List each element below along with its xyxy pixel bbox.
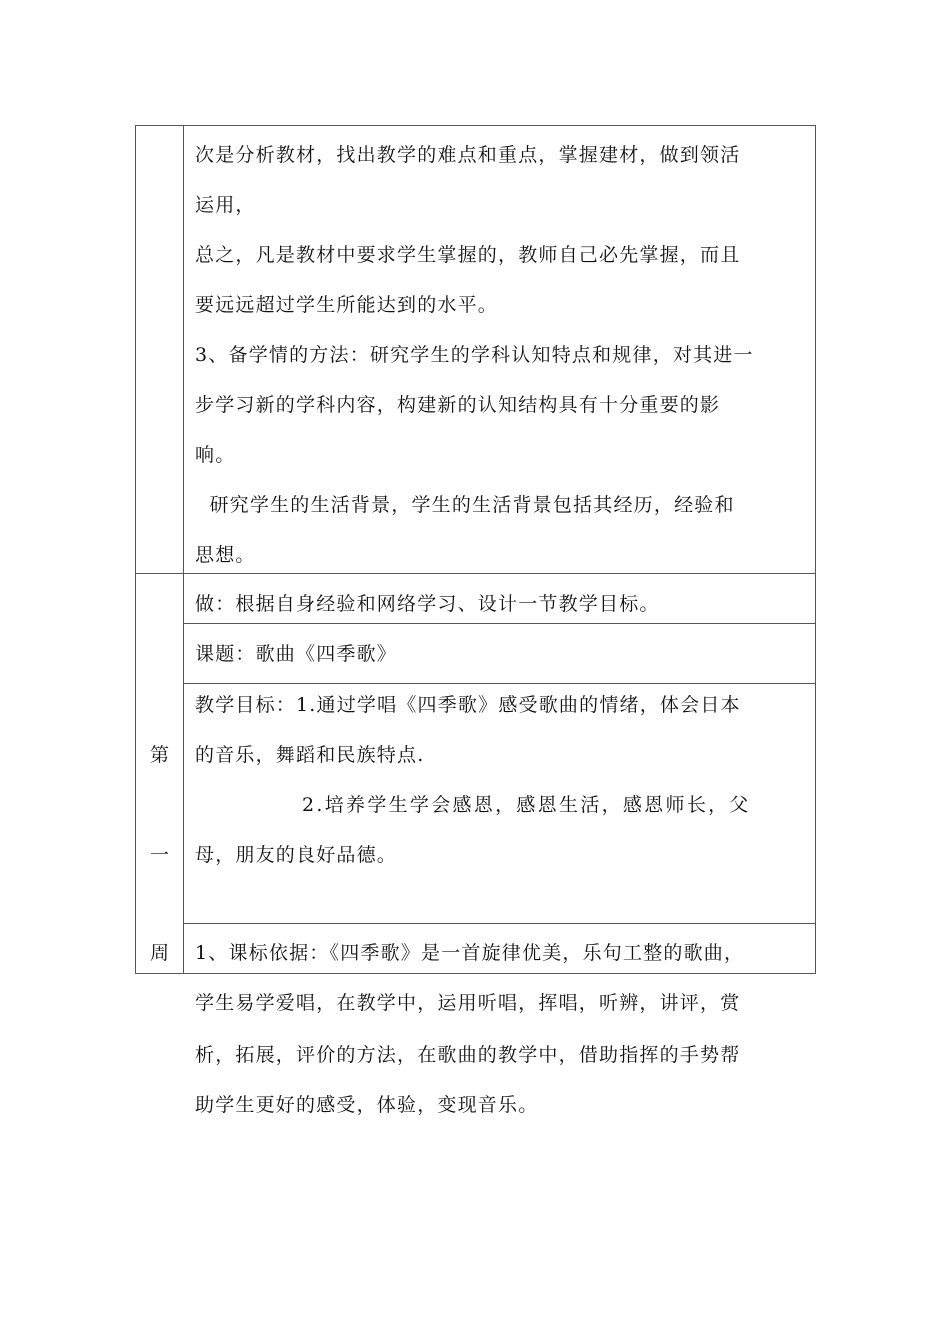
basis-line: 析，拓展，评价的方法，在歌曲的教学中，借助指挥的手势帮 xyxy=(195,1044,741,1066)
column-divider xyxy=(183,126,184,973)
text-line: 次是分析教材，找出教学的难点和重点，掌握建材，做到领活 xyxy=(195,144,741,166)
topic-text: 课题：歌曲《四季歌》 xyxy=(195,643,398,665)
week-label-char: 第 xyxy=(149,744,169,766)
text-line: 步学习新的学科内容，构建新的认知结构具有十分重要的影 xyxy=(195,394,721,416)
basis-line: 助学生更好的感受，体验，变现音乐。 xyxy=(195,1094,539,1116)
row-divider xyxy=(136,573,815,574)
objective-line: 2.培养学生学会感恩，感恩生活，感恩师长，父 xyxy=(302,794,751,816)
basis-line: 学生易学爱唱，在教学中，运用听唱，挥唱，听辨，讲评，赏 xyxy=(195,992,741,1014)
week-label-char: 一 xyxy=(149,844,169,866)
row-divider xyxy=(183,683,815,684)
week-label-char: 周 xyxy=(149,942,169,964)
text-line: 研究学生的生活背景，学生的生活背景包括其经历，经验和 xyxy=(195,494,735,516)
objective-line: 母，朋友的良好品德。 xyxy=(195,844,398,866)
basis-line: 1、课标依据：《四季歌》是一首旋律优美，乐句工整的歌曲， xyxy=(195,942,745,964)
text-line: 要远远超过学生所能达到的水平。 xyxy=(195,294,499,316)
task-text: 做：根据自身经验和网络学习、设计一节教学目标。 xyxy=(195,593,660,615)
row-divider xyxy=(183,923,815,924)
objective-line: 教学目标：1.通过学唱《四季歌》感受歌曲的情绪，体会日本 xyxy=(195,694,741,716)
text-line: 响。 xyxy=(195,444,236,466)
objective-line: 的音乐，舞蹈和民族特点. xyxy=(195,744,425,766)
text-line: 3、备学情的方法：研究学生的学科认知特点和规律，对其进一 xyxy=(195,344,754,366)
lesson-plan-table xyxy=(135,125,816,1116)
text-line: 总之，凡是教材中要求学生掌握的，教师自己必先掌握，而且 xyxy=(195,244,741,266)
text-line: 运用， xyxy=(195,194,256,216)
text-line: 思想。 xyxy=(195,544,256,566)
row-divider xyxy=(183,623,815,624)
